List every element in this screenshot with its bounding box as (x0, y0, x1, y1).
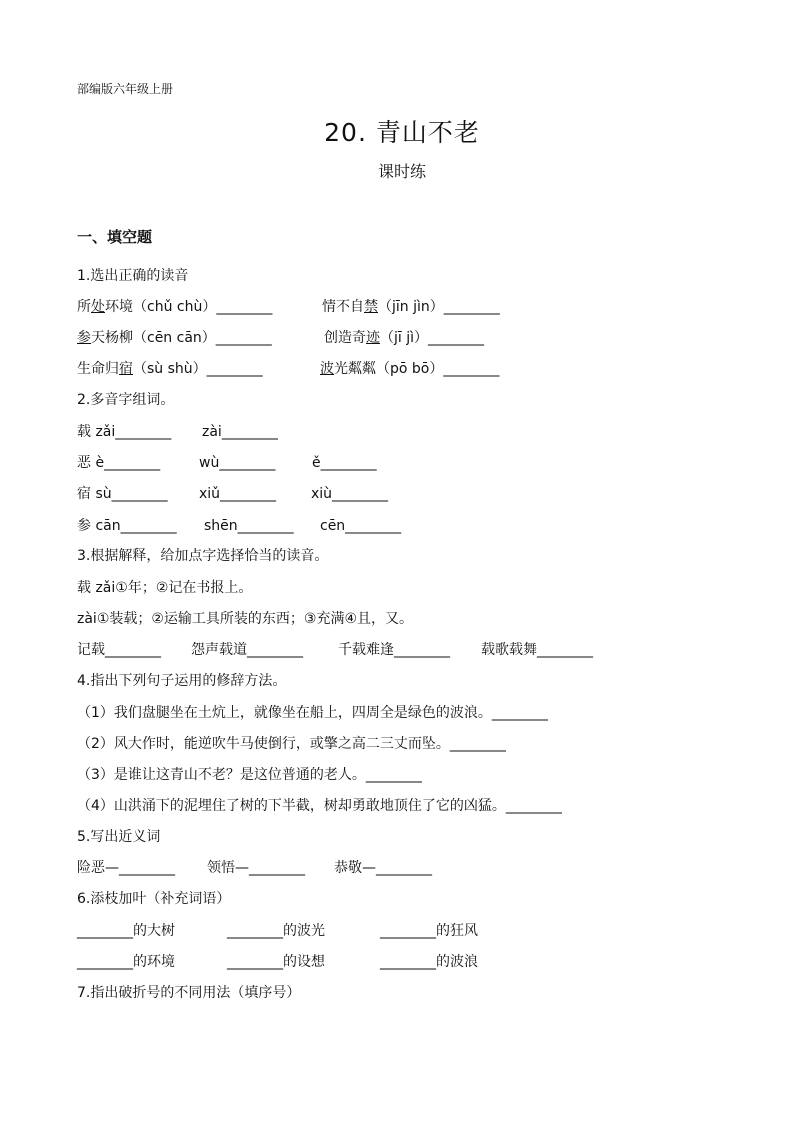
q1-item: 所处环境（chǔ chù）________ (77, 299, 273, 315)
q3-definition-zai4: zài①装载；②运输工具所装的东西；③充满④且，又。 (77, 611, 414, 627)
q2-item: zài________ (202, 424, 278, 440)
q3-item: 记载________ (77, 642, 161, 658)
q2-item: ě________ (312, 455, 377, 471)
q6-item: ________的环境 (77, 954, 175, 970)
q4-item: （1）我们盘腿坐在土炕上，就像坐在船上，四周全是绿色的波浪。________ (77, 705, 548, 721)
q1-item: 波光粼粼（pō bō）________ (320, 361, 500, 377)
q1-prompt: 1.选出正确的读音 (77, 268, 189, 284)
q6-item: ________的波浪 (380, 954, 478, 970)
q7-prompt: 7.指出破折号的不同用法（填序号） (77, 985, 301, 1001)
q2-row (77, 452, 717, 474)
textbook-label: 部编版六年级上册 (77, 82, 174, 96)
q1-item: 生命归宿（sù shù）________ (77, 361, 263, 377)
q6-item: ________的狂风 (380, 923, 478, 939)
q1-item: 情不自禁（jīn jìn）________ (322, 299, 500, 315)
q2-item: cēn________ (320, 518, 402, 534)
q6-row (77, 951, 717, 973)
q2-row (77, 421, 717, 443)
q4-prompt: 4.指出下列句子运用的修辞方法。 (77, 673, 287, 689)
q1-item: 创造奇迹（jī jì）________ (324, 330, 485, 346)
q2-item: 参 cān________ (77, 518, 177, 534)
q6-item: ________的设想 (227, 954, 325, 970)
q2-item: 恶 è________ (77, 455, 161, 471)
q2-prompt: 2.多音字组词。 (77, 392, 175, 408)
q5-row (77, 857, 717, 879)
q2-item: xiù________ (311, 486, 389, 502)
lesson-subtitle: 课时练 (377, 162, 426, 181)
q2-item: shēn________ (204, 518, 294, 534)
q3-item: 怨声载道________ (191, 642, 303, 658)
q1-row (77, 358, 717, 380)
q4-item: （2）风大作时，能逆吹牛马使倒行，或擎之高二三丈而坠。________ (77, 736, 506, 752)
q3-item: 载歌载舞________ (481, 642, 593, 658)
q6-row (77, 920, 717, 942)
q4-item: （3）是谁让这青山不老？是这位普通的老人。________ (77, 767, 422, 783)
q6-prompt: 6.添枝加叶（补充词语） (77, 891, 231, 907)
q4-item: （4）山洪涌下的泥埋住了树的下半截，树却勇敢地顶住了它的凶猛。________ (77, 798, 562, 814)
q2-item: 宿 sù________ (77, 486, 168, 502)
q1-row (77, 327, 717, 349)
q2-item: xiǔ________ (199, 486, 277, 502)
q2-item: 载 zǎi________ (77, 424, 172, 440)
lesson-title: 20. 青山不老 (324, 118, 480, 147)
q5-item: 领悟—________ (207, 860, 305, 876)
q6-item: ________的大树 (77, 923, 175, 939)
section-heading: 一、填空题 (77, 228, 153, 246)
q5-item: 恭敬—________ (334, 860, 432, 876)
q3-row (77, 639, 717, 661)
q6-item: ________的波光 (227, 923, 325, 939)
q3-prompt: 3.根据解释，给加点字选择恰当的读音。 (77, 548, 329, 564)
q3-item: 千载难逢________ (338, 642, 450, 658)
q5-item: 险恶—________ (77, 860, 175, 876)
q2-item: wù________ (199, 455, 276, 471)
q2-row (77, 483, 717, 505)
q1-row (77, 296, 717, 318)
q2-row (77, 515, 717, 537)
q3-definition-zai3: 载 zǎi①年；②记在书报上。 (77, 580, 253, 596)
q1-item: 参天杨柳（cēn cān）________ (77, 330, 272, 346)
q5-prompt: 5.写出近义词 (77, 829, 161, 845)
